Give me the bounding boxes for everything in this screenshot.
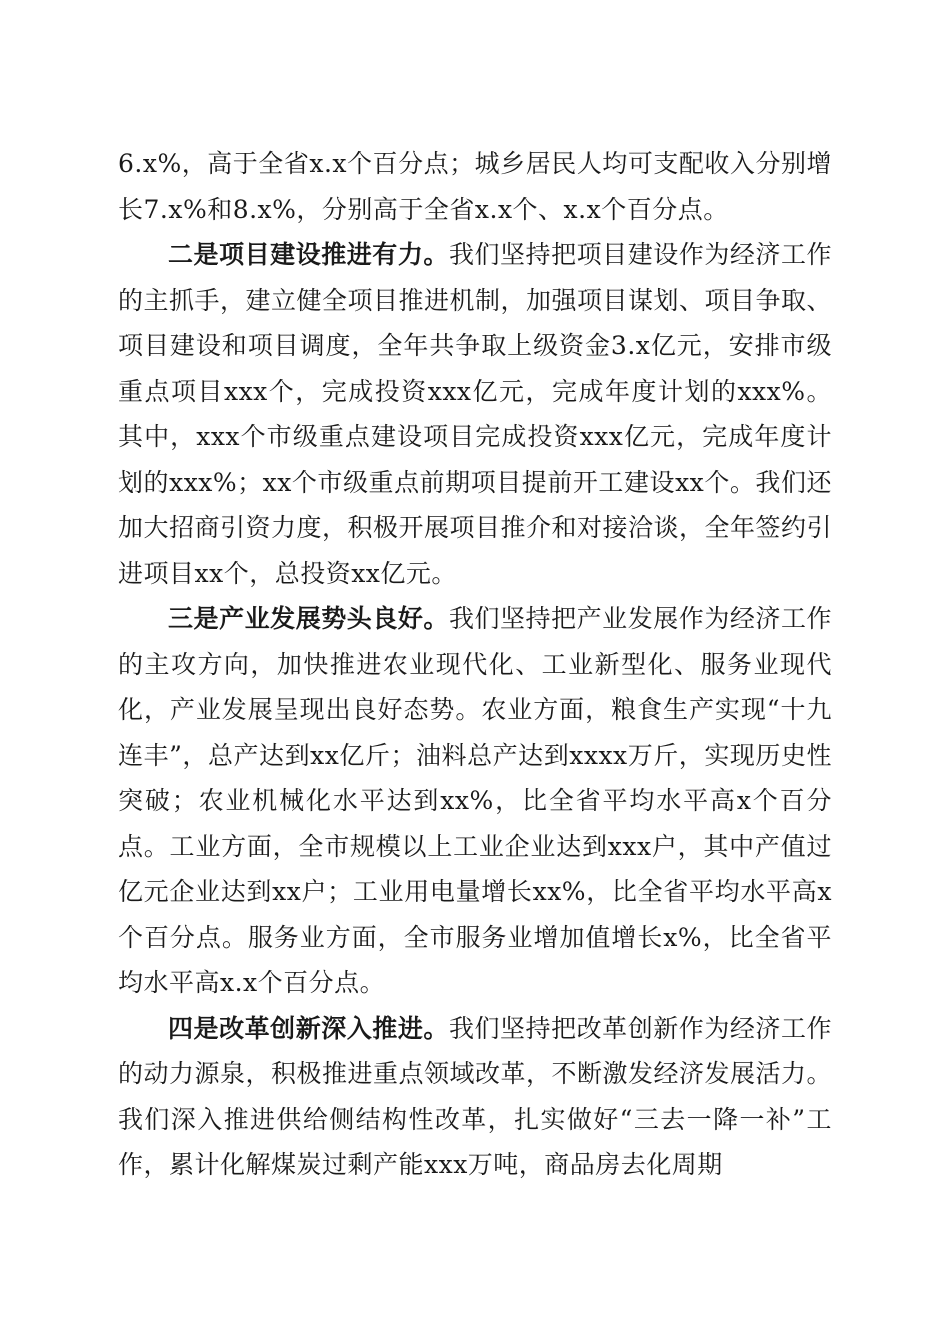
paragraph-reform-innovation (118, 1006, 832, 1188)
paragraph-continued (118, 141, 832, 232)
document-page (118, 141, 832, 1188)
paragraph-body: 我们坚持把产业发展作为经济工作的主攻方向，加快推进农业现代化、工业新型化、服务业现代化，产业发展呈现出良好态势。农业方面，粮食生产实现“十九连丰”，总产达到xx亿斤；油料总产达到xxxx万斤，实现历史性突破；农业机械化水平达到xx%，比全省平均水平高x个百分点。工业方面，全市规模以上工业企业达到xxx户，其中产值过亿元企业达到xx户；工业用电量增长xx%，比全省平均水平高x个百分点。服务业方面，全市服务业增加值增长x%，比全省平均水平高x.x个百分点。 (118, 604, 832, 997)
paragraph-project-construction (118, 232, 832, 596)
paragraph-lead: 四是改革创新深入推进。 (168, 1013, 449, 1043)
paragraph-lead: 三是产业发展势头良好。 (168, 604, 449, 633)
paragraph-body: 我们坚持把改革创新作为经济工作的动力源泉，积极推进重点领域改革，不断激发经济发展活力。我们深入推进供给侧结构性改革，扎实做好“三去一降一补”工作，累计化解煤炭过剩产能xxx万吨，商品房去化周期 (118, 1013, 833, 1179)
paragraph-body: 我们坚持把项目建设作为经济工作的主抓手，建立健全项目推进机制，加强项目谋划、项目争取、项目建设和项目调度，全年共争取上级资金3.x亿元，安排市级重点项目xxx个，完成投资xxx亿元，完成年度计划的xxx%。其中，xxx个市级重点建设项目完成投资xxx亿元，完成年度计划的xxx%；xx个市级重点前期项目提前开工建设xx个。我们还加大招商引资力度，积极开展项目推介和对接洽谈，全年签约引进项目xx个，总投资xx亿元。 (118, 240, 833, 588)
paragraph-lead: 二是项目建设推进有力。 (168, 240, 449, 269)
paragraph-body: 6.x%，高于全省x.x个百分点；城乡居民人均可支配收入分别增长7.x%和8.x%，分别高于全省x.x个、x.x个百分点。 (118, 149, 832, 224)
paragraph-industry-development (118, 596, 832, 1006)
